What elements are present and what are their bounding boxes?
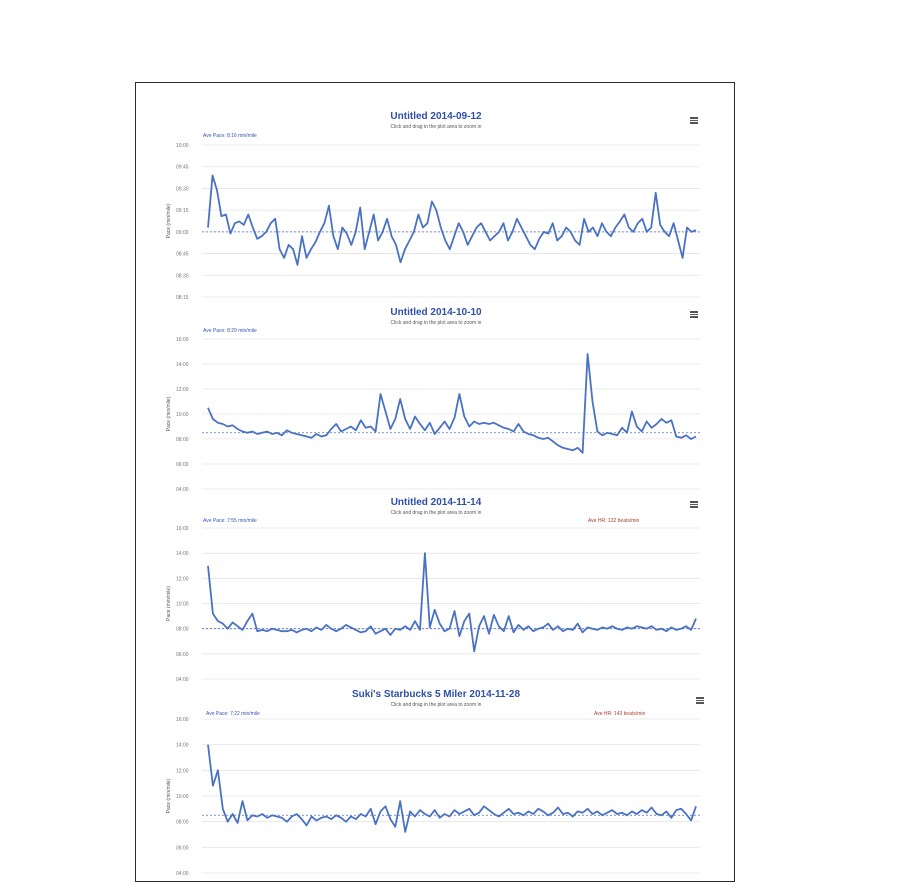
chart-3[interactable]: [136, 491, 736, 691]
chart-title: Untitled 2014-09-12: [390, 111, 482, 122]
chart-1[interactable]: [136, 105, 736, 305]
y-tick-label: 14:00: [176, 742, 189, 749]
y-tick-label: 06:00: [176, 651, 189, 658]
chart-title: Suki's Starbucks 5 Miler 2014-11-28: [351, 689, 521, 700]
y-tick-label: 08:15: [176, 295, 189, 301]
pace-series-line: [208, 553, 696, 651]
hamburger-menu-icon[interactable]: [690, 311, 698, 318]
y-tick-label: 16:00: [176, 337, 189, 343]
y-tick-label: 14:00: [176, 551, 189, 558]
y-tick-label: 09:30: [176, 186, 189, 193]
y-tick-label: 08:00: [176, 437, 189, 443]
chart-subtitle: Click and drag in the plot area to zoom in: [390, 320, 482, 326]
y-tick-label: 12:00: [176, 768, 189, 775]
y-tick-label: 10:00: [176, 412, 189, 418]
pace-series-line: [208, 745, 696, 832]
chart-title: Untitled 2014-11-14: [390, 497, 482, 508]
pace-series-line: [208, 354, 696, 453]
y-tick-label: 08:30: [176, 273, 189, 280]
ave-hr-label: Ave HR: 132 beats/min: [588, 518, 640, 524]
hamburger-menu-icon[interactable]: [690, 117, 698, 124]
y-tick-label: 16:00: [176, 717, 189, 723]
chart-4[interactable]: [136, 683, 736, 883]
y-tick-label: 08:00: [176, 819, 189, 826]
chart-subtitle: Click and drag in the plot area to zoom in: [390, 124, 482, 130]
ave-pace-label: Ave Pace: 7:22 min/mile: [206, 711, 260, 717]
ave-hr-label: Ave HR: 143 beats/min: [594, 711, 646, 717]
y-tick-label: 09:00: [176, 229, 189, 236]
y-tick-label: 08:45: [176, 251, 189, 258]
y-tick-label: 08:00: [176, 626, 189, 633]
y-tick-label: 10:00: [176, 794, 189, 800]
y-tick-label: 14:00: [176, 362, 189, 368]
ave-pace-label: Ave Pace: 8:16 min/mile: [203, 133, 257, 139]
y-axis-label: Pace (min/mile): [166, 396, 172, 432]
chart-2[interactable]: [136, 301, 736, 501]
y-tick-label: 04:00: [176, 677, 189, 683]
y-tick-label: 09:15: [176, 208, 189, 215]
ave-pace-label: Ave Pace: 7:55 min/mile: [203, 518, 257, 524]
y-tick-label: 09:45: [176, 164, 189, 171]
hamburger-menu-icon[interactable]: [696, 697, 704, 704]
chart-title: Untitled 2014-10-10: [390, 307, 482, 318]
chart-subtitle: Click and drag in the plot area to zoom in: [390, 510, 482, 516]
y-axis-label: Pace (min/mile): [166, 203, 172, 239]
y-axis-label: Pace (min/mile): [166, 778, 172, 814]
ave-pace-label: Ave Pace: 8:29 min/mile: [203, 328, 257, 334]
y-tick-label: 06:00: [176, 845, 189, 852]
y-tick-label: 10:00: [176, 143, 189, 149]
y-tick-label: 04:00: [176, 871, 189, 877]
y-tick-label: 06:00: [176, 462, 189, 468]
y-axis-label: Pace (min/mile): [166, 586, 172, 621]
chart-subtitle: Click and drag in the plot area to zoom in: [390, 702, 482, 708]
y-tick-label: 16:00: [176, 526, 189, 532]
y-tick-label: 04:00: [176, 487, 189, 493]
y-tick-label: 12:00: [176, 387, 189, 393]
hamburger-menu-icon[interactable]: [690, 501, 698, 508]
document-frame: [135, 82, 735, 882]
y-tick-label: 12:00: [176, 576, 189, 583]
y-tick-label: 10:00: [176, 601, 189, 608]
